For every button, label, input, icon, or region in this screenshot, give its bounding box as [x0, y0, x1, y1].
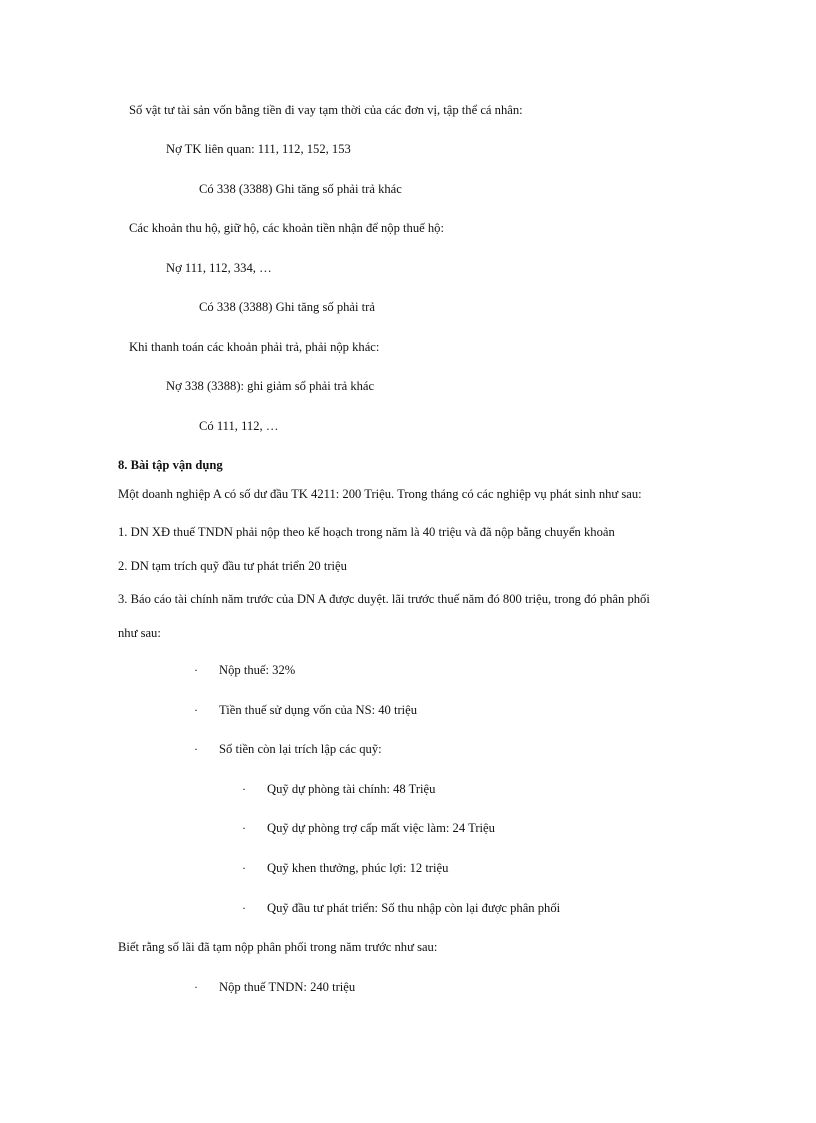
sub-bullet-welfare-fund: Quỹ khen thưởng, phúc lợi: 12 triệu — [267, 861, 449, 875]
exercise-item-3-line-1: 3. Báo cáo tài chính năm trước của DN A được duyệt. lãi trước thuế năm đó 800 triệu, trong đó phân phối — [118, 592, 650, 606]
exercise-item-1: 1. DN XĐ thuế TNDN phải nộp theo kế hoạch trong năm là 40 triệu và đã nộp bằng chuyển khoản — [118, 525, 615, 539]
bullet-corporate-income-tax: Nộp thuế TNDN: 240 triệu — [219, 980, 356, 994]
credit-entry-payables: Có 338 (3388) Ghi tăng số phải trả — [199, 300, 375, 314]
paragraph-payment-settlement: Khi thanh toán các khoản phải trả, phải nộp khác: — [129, 340, 380, 354]
sub-bullet-job-loss-reserve: Quỹ dự phòng trợ cấp mất việc làm: 24 Triệu — [267, 821, 495, 835]
exercise-intro: Một doanh nghiệp A có số dư đầu TK 4211: 200 Triệu. Trong tháng có các nghiệp vụ phát sinh như sau: — [118, 487, 642, 501]
bullet-icon: · — [242, 901, 246, 915]
bullet-tax: Nộp thuế: 32% — [219, 663, 296, 677]
exercise-note: Biết rằng số lãi đã tạm nộp phân phối trong năm trước như sau: — [118, 940, 438, 954]
exercise-item-2: 2. DN tạm trích quỹ đầu tư phát triển 20 triệu — [118, 559, 347, 573]
bullet-icon: · — [194, 703, 198, 717]
credit-entry-cash: Có 111, 112, … — [199, 419, 279, 433]
bullet-remaining-funds: Số tiền còn lại trích lập các quỹ: — [219, 742, 382, 756]
bullet-icon: · — [242, 861, 246, 875]
bullet-icon: · — [242, 821, 246, 835]
debit-entry-related-accounts: Nợ TK liên quan: 111, 112, 152, 153 — [166, 142, 351, 156]
bullet-icon: · — [194, 742, 198, 756]
bullet-icon: · — [194, 980, 198, 994]
paragraph-borrowed-assets: Số vật tư tài sản vốn bằng tiền đi vay tạm thời của các đơn vị, tập thể cá nhân: — [129, 103, 523, 117]
sub-bullet-investment-fund: Quỹ đầu tư phát triển: Số thu nhập còn lại được phân phối — [267, 901, 561, 915]
bullet-capital-usage-tax: Tiền thuế sử dụng vốn của NS: 40 triệu — [219, 703, 418, 717]
credit-entry-other-payables: Có 338 (3388) Ghi tăng số phải trả khác — [199, 182, 402, 196]
paragraph-collections-on-behalf: Các khoản thu hộ, giữ hộ, các khoản tiền nhận để nộp thuế hộ: — [129, 221, 444, 235]
bullet-icon: · — [194, 663, 198, 677]
bullet-icon: · — [242, 782, 246, 796]
sub-bullet-financial-reserve: Quỹ dự phòng tài chính: 48 Triệu — [267, 782, 436, 796]
debit-entry-decrease-payables: Nợ 338 (3388): ghi giảm số phải trả khác — [166, 379, 375, 393]
exercise-item-3-line-2: như sau: — [118, 626, 161, 640]
debit-entry-cash-accounts: Nợ 111, 112, 334, … — [166, 261, 272, 275]
section-title: 8. Bài tập vận dụng — [118, 458, 223, 472]
